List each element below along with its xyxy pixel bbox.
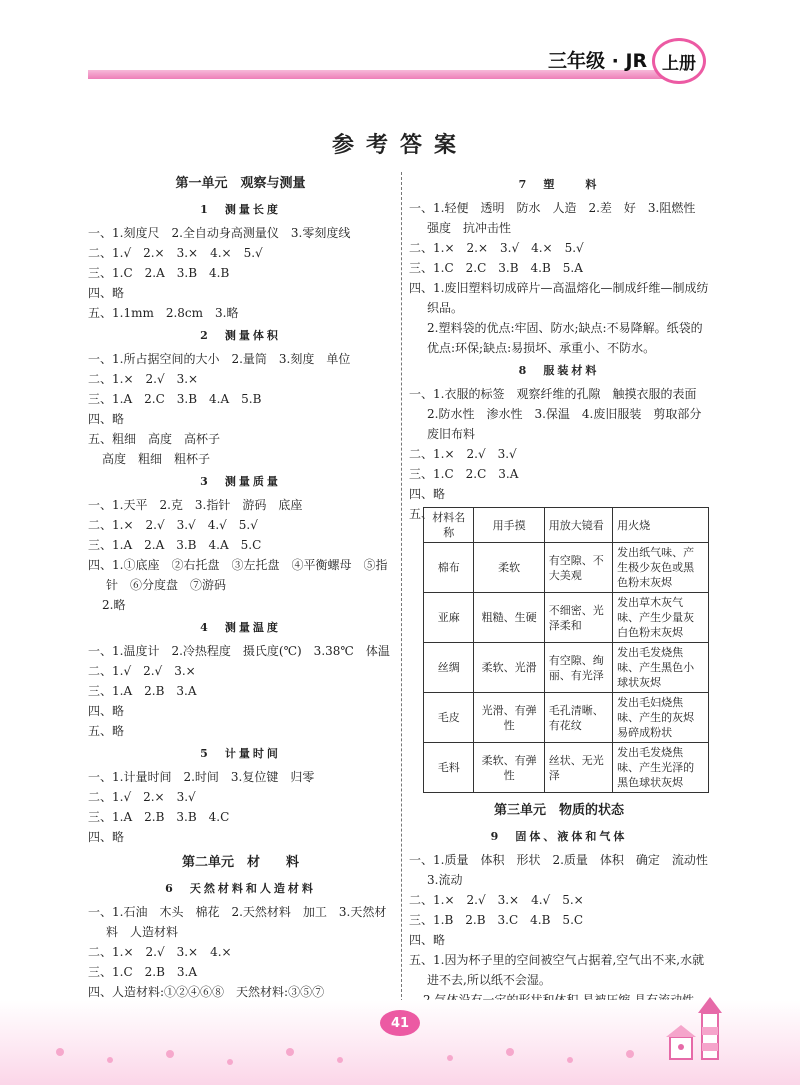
table-cell: 不细密、光泽柔和 [544,593,612,643]
table-header-row [424,508,709,543]
table-cell: 发出毛发烧焦味、产生黑色小球状灰烬 [613,643,709,693]
answer-line: 五、1.因为杯子里的空间被空气占据着,空气出不来,水就 [409,953,705,967]
answer-line: 高度 粗细 粗杯子 [102,452,211,466]
answer-line: 料 人造材料 [106,925,179,939]
answer-line: 二、1.× 2.√ 3.× 4.√ 5.× [409,893,584,907]
table-cell: 亚麻 [424,593,474,643]
table-cell: 毛孔清晰、有花纹 [544,693,612,743]
answer-line: 二、1.√ 2.× 3.√ [88,790,196,804]
answer-line: 三、1.A 2.B 3.A [88,684,197,698]
answer-line: 一、1.石油 木头 棉花 2.天然材料 加工 3.天然材 [88,905,387,919]
answer-line: 三、1.A 2.C 3.B 4.A 5.B [88,392,262,406]
answer-line: 三、1.C 2.A 3.B 4.B [88,266,230,280]
answer-line: 一、1.天平 2.克 3.指针 游码 底座 [88,498,303,512]
section-title: 4 测量温度 [200,621,281,634]
table-cell: 毛料 [424,743,474,793]
page-title: 参考答案 [331,132,468,158]
answer-line: 一、1.温度计 2.冷热程度 摄氏度(℃) 3.38℃ 体温 [88,644,390,658]
table-row [424,743,709,793]
answer-line: 一、1.所占据空间的大小 2.量筒 3.刻度 单位 [88,352,351,366]
table-cell: 发出毛发烧焦味、产生光泽的黑色球状灰烬 [613,743,709,793]
table-cell: 柔软 [474,543,544,593]
answer-line: 三、1.C 2.B 3.A [88,965,198,979]
table-row [424,693,709,743]
answer-line: 二、1.× 2.√ 3.√ 4.√ 5.√ [88,518,258,532]
answer-line: 三、1.A 2.A 3.B 4.A 5.C [88,538,262,552]
answer-line: 3.流动 [427,873,463,887]
table-cell: 丝绸 [424,643,474,693]
table-cell: 发出草木灰气味、产生少量灰白色粉末灰烬 [613,593,709,643]
table-cell: 发出毛妇烧焦味、产生的灰烬易碎成粉状 [613,693,709,743]
unit-heading: 第二单元 材 料 [181,855,299,870]
table-row [424,593,709,643]
answer-line: 一、1.轻便 透明 防水 人造 2.差 好 3.阻燃性 [409,201,696,215]
answer-line: 四、略 [88,704,125,718]
table-header: 用放大镜看 [544,508,612,543]
answer-line: 四、略 [409,487,446,501]
answer-line: 2.防水性 渗水性 3.保温 4.废旧服装 剪取部分 [427,407,702,421]
section-title: 6 天然材料和人造材料 [165,882,316,895]
answer-line: 五、1.1mm 2.8cm 3.略 [88,306,239,320]
section-title: 7 塑 料 [518,178,600,191]
answer-line: 四、1.①底座 ②右托盘 ③左托盘 ④平衡螺母 ⑤指 [88,558,388,572]
answer-line: 五、粗细 高度 高杯子 [88,432,221,446]
flower-decoration-icon [40,1030,370,1070]
table-cell: 毛皮 [424,693,474,743]
volume-badge: 上册 [652,38,706,84]
answer-line: 三、1.C 2.C 3.B 4.B 5.A [409,261,583,275]
answer-line: 废旧布料 [427,427,476,441]
table-cell: 光滑、有弹性 [474,693,544,743]
answer-line: 四、1.废旧塑料切成碎片—高温熔化—制成纤维—制成纺 [409,281,709,295]
unit-heading: 第一单元 观察与测量 [175,176,306,191]
right-column [409,172,709,1030]
section-title: 9 固体、液体和气体 [490,830,628,843]
answer-line: 二、1.√ 2.√ 3.× [88,664,196,678]
answer-line: 进不去,所以纸不会湿。 [427,973,551,987]
answer-line: 一、1.计量时间 2.时间 3.复位键 归零 [88,770,315,784]
grade-label: 三年级 · JR [548,50,648,72]
answer-line: 二、1.× 2.√ 3.× 4.× [88,945,232,959]
answer-line: 2.略 [102,598,126,612]
left-column [88,172,393,1022]
page-number: 41 [380,1010,420,1036]
section-title: 1 测量长度 [200,203,281,216]
question-5-row [409,504,709,793]
answer-line: 四、略 [88,412,125,426]
table-row [424,543,709,593]
table-cell: 有空隙、不大美观 [544,543,612,593]
table-header: 用火烧 [613,508,709,543]
table-cell: 粗糙、生硬 [474,593,544,643]
answer-line: 二、1.× 2.× 3.√ 4.× 5.√ [409,241,584,255]
table-cell: 棉布 [424,543,474,593]
answer-line: 四、略 [88,830,125,844]
answer-line: 一、1.质量 体积 形状 2.质量 体积 确定 流动性 [409,853,708,867]
section-title: 5 计量时间 [200,747,281,760]
table-cell: 柔软、有弹性 [474,743,544,793]
material-table [423,507,709,793]
answer-line: 三、1.A 2.B 3.B 4.C [88,810,230,824]
column-divider [401,172,402,1007]
section-title: 2 测量体积 [200,329,281,342]
section-title: 8 服装材料 [518,364,600,377]
answer-line: 二、1.× 2.√ 3.× [88,372,199,386]
answer-line: 四、略 [409,933,446,947]
table-row [424,643,709,693]
answer-line: 二、1.√ 2.× 3.× 4.× 5.√ [88,246,263,260]
table-cell: 发出纸气味、产生极少灰色或黑色粉末灰烬 [613,543,709,593]
answer-line: 强度 抗冲击性 [427,221,512,235]
section-title: 3 测量质量 [200,475,281,488]
answer-line: 优点:环保;缺点:易损坏、承重小、不防水。 [427,341,656,355]
sparkle-decoration-icon [430,1030,660,1070]
answer-line: 织品。 [427,301,464,315]
answer-line: 二、1.× 2.√ 3.√ [409,447,517,461]
table-cell: 柔软、光滑 [474,643,544,693]
table-cell: 有空隙、绚丽、有光泽 [544,643,612,693]
answer-line: 五、略 [88,724,125,738]
answer-line: 一、1.衣服的标签 观察纤维的孔隙 触摸衣服的表面 [409,387,697,401]
answer-line: 一、1.刻度尺 2.全自动身高测量仪 3.零刻度线 [88,226,351,240]
answer-line: 2.塑料袋的优点:牢固、防水;缺点:不易降解。纸袋的 [427,321,703,335]
lighthouse-icon [660,985,740,1065]
answer-line: 四、人造材料:①②④⑥⑧ 天然材料:③⑤⑦ [88,985,325,999]
table-header: 材料名称 [424,508,474,543]
unit-heading: 第三单元 物质的状态 [493,803,624,818]
answer-line: 三、1.B 2.B 3.C 4.B 5.C [409,913,584,927]
answer-line: 针 ⑥分度盘 ⑦游码 [106,578,227,592]
answer-line: 四、略 [88,286,125,300]
table-header: 用手摸 [474,508,544,543]
question-label: 五、 [409,507,434,521]
answer-line: 三、1.C 2.C 3.A [409,467,519,481]
table-cell: 丝状、无光泽 [544,743,612,793]
